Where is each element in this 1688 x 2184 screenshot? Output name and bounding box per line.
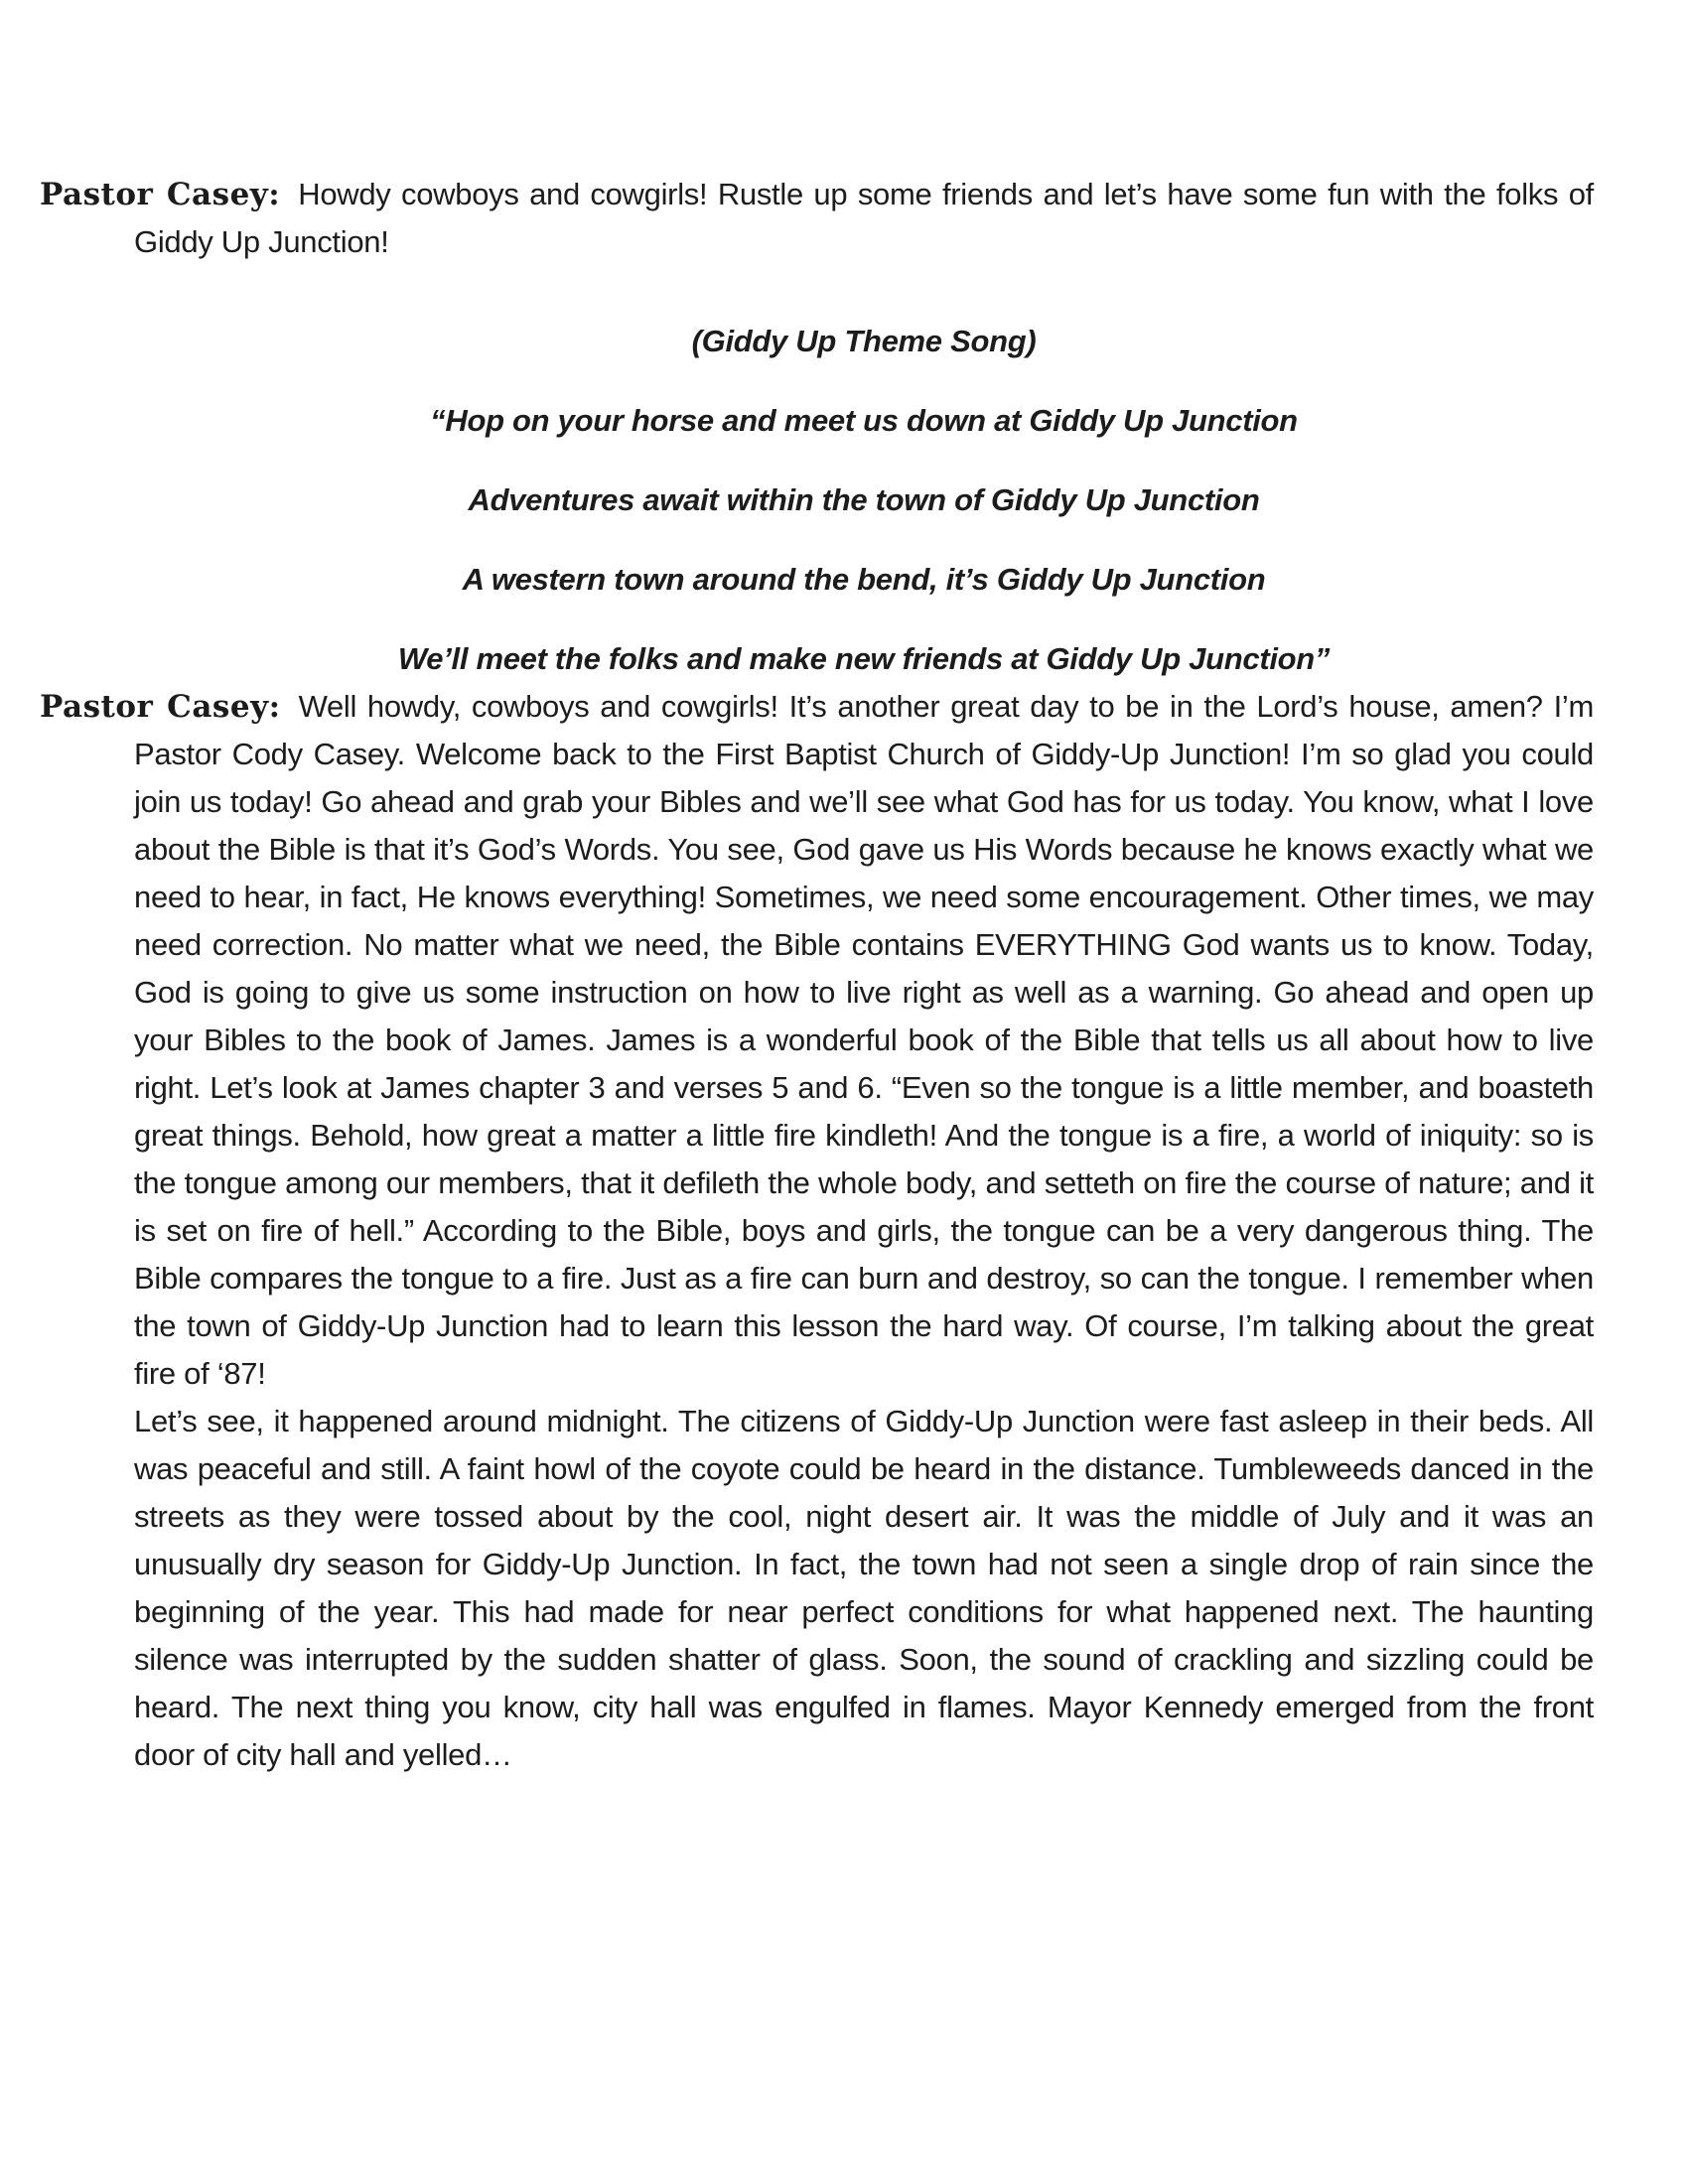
dialogue-text: Well howdy, cowboys and cowgirls! It’s another great day to be in the Lord’s house, amen? I’m Pastor Cody Casey. Welcome back to the First Baptist Church of Giddy-Up Junction! I’m so glad you could join us today! Go ahead and grab your Bibles and we’ll see what God has for us today. You know, what I love about the Bible is that it’s God’s Words. You see, God gave us His Words because he knows exactly what we need to hear, in fact, He knows everything! Sometimes, we need some encouragement. Other times, we may need correction. No matter what we need, the Bible contains EVERYTHING God wants us to know. Today, God is going to give us some instruction on how to live right as well as a warning. Go ahead and open up your Bibles to the book of James. James is a wonderful book of the Bible that tells us all about how to live right. Let’s look at James chapter 3 and verses 5 and 6. “Even so the tongue is a little member, and boasteth great things. Behold, how great a matter a little fire kindleth! And the tongue is a fire, a world of iniquity: so is the tongue among our members, that it defileth the whole body, and setteth on fire the course of nature; and it is set on fire of hell.” According to the Bible, boys and girls, the tongue can be a very dangerous thing. The Bible compares the tongue to a fire. Just as a fire can burn and destroy, so can the tongue. I remember when the town of Giddy-Up Junction had to learn this lesson the hard way. Of course, I’m talking about the great fire of ‘87!: [134, 689, 1594, 1391]
dialogue-paragraph-3: Let’s see, it happened around midnight. The citizens of Giddy-Up Junction were fast asleep in their beds. All was peaceful and still. A faint howl of the coyote could be heard in the distance. Tumbleweeds danced in the streets as they were tossed about by the cool, night desert air. It was the middle of July and it was an unusually dry season for Giddy-Up Junction. In fact, the town had not seen a single drop of rain since the beginning of the year. This had made for near perfect conditions for what happened next. The haunting silence was interrupted by the sudden shatter of glass. Soon, the sound of crackling and sizzling could be heard. The next thing you know, city hall was engulfed in flames. Mayor Kennedy emerged from the front door of city hall and yelled…: [134, 1404, 1594, 1772]
song-line: We’ll meet the folks and make new friends at Giddy Up Junction”: [397, 641, 1331, 676]
speaker-label: Pastor Casey:: [40, 177, 281, 212]
dialogue-paragraph-2: [40, 683, 1594, 1398]
theme-song-block: [134, 318, 1594, 683]
dialogue-paragraph-1: [40, 171, 1594, 266]
song-line: “Hop on your horse and meet us down at Giddy Up Junction: [430, 403, 1298, 438]
speaker-label: Pastor Casey:: [40, 689, 281, 725]
song-line: A western town around the bend, it’s Giddy Up Junction: [462, 562, 1266, 597]
song-heading: (Giddy Up Theme Song): [691, 324, 1037, 358]
song-line: Adventures await within the town of Giddy Up Junction: [468, 482, 1260, 517]
dialogue-text: Howdy cowboys and cowgirls! Rustle up some friends and let’s have some fun with the folks of Giddy Up Junction!: [134, 177, 1594, 259]
